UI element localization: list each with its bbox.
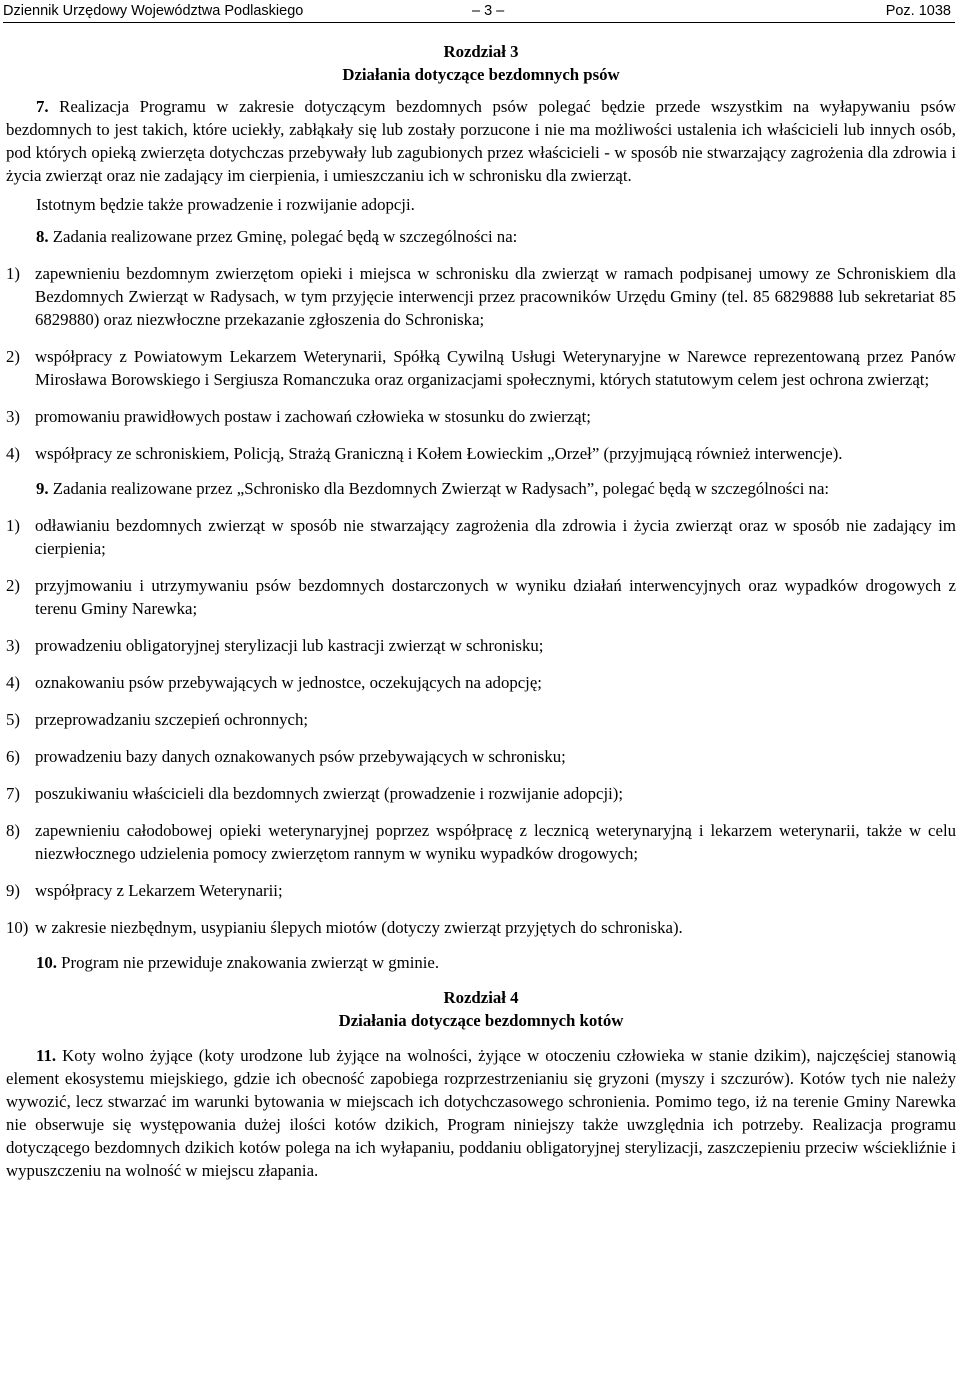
- list-item-number: 5): [6, 710, 20, 729]
- paragraph-11-number: 11.: [36, 1046, 57, 1065]
- page-header: [3, 0, 955, 23]
- list-item-number: 3): [6, 407, 20, 426]
- position-number: Poz. 1038: [885, 3, 951, 19]
- list-item-number: 10): [6, 918, 29, 937]
- list-item-number: 2): [6, 347, 20, 366]
- list-item-text: promowaniu prawidłowych postaw i zachowań człowieka w stosunku do zwierząt;: [35, 407, 591, 426]
- list-item: [6, 574, 956, 620]
- paragraph-9-list: [6, 514, 956, 939]
- list-item-number: 1): [6, 264, 20, 283]
- paragraph-8-text: Zadania realizowane przez Gminę, polegać będą w szczególności na:: [48, 227, 518, 246]
- list-item-text: prowadzeniu bazy danych oznakowanych psów przebywających w schronisku;: [35, 747, 566, 766]
- paragraph-7-number: 7.: [36, 97, 49, 116]
- list-item: [6, 782, 956, 805]
- journal-title: Dziennik Urzędowy Województwa Podlaskiego: [3, 3, 304, 19]
- list-item-number: 2): [6, 576, 20, 595]
- chapter-4-number: Rozdział 4: [443, 988, 519, 1007]
- paragraph-10-text: Program nie przewiduje znakowania zwierząt w gminie.: [56, 953, 440, 972]
- chapter-4-title: Działania dotyczące bezdomnych kotów: [338, 1011, 624, 1030]
- paragraph-8-number: 8.: [36, 227, 49, 246]
- list-item: [6, 819, 956, 865]
- paragraph-9-text: Zadania realizowane przez „Schronisko dla Bezdomnych Zwierząt w Radysach”, polegać będą w szczególności na:: [48, 479, 830, 498]
- list-item: [6, 634, 956, 657]
- list-item-number: 4): [6, 673, 20, 692]
- chapter-3-title: Działania dotyczące bezdomnych psów: [342, 65, 620, 84]
- list-item-number: 4): [6, 444, 20, 463]
- list-item-text: współpracy z Powiatowym Lekarzem Weterynarii, Spółką Cywilną Usługi Weterynaryjne w Narewce reprezentowaną przez Panów Mirosława Borowskiego i Sergiusza Romanczuka oraz organizacjami społecznymi, których statutowym celem jest ochrona zwierząt;: [35, 347, 956, 389]
- chapter-3-heading: [6, 40, 956, 86]
- list-item-text: odławianiu bezdomnych zwierząt w sposób nie stwarzający zagrożenia dla zdrowia i życia zwierząt oraz w sposób nie zadający im cierpienia;: [35, 516, 956, 558]
- list-item: [6, 442, 956, 465]
- paragraph-11: [6, 1044, 956, 1182]
- list-item-text: oznakowaniu psów przebywających w jednostce, oczekujących na adopcję;: [35, 673, 542, 692]
- list-item-text: współpracy z Lekarzem Weterynarii;: [35, 881, 283, 900]
- chapter-3-number: Rozdział 3: [443, 42, 519, 61]
- paragraph-7-adoption: Istotnym będzie także prowadzenie i rozwijanie adopcji.: [36, 195, 415, 214]
- list-item: [6, 514, 956, 560]
- list-item: [6, 745, 956, 768]
- paragraph-8: [6, 225, 956, 248]
- list-item-number: 3): [6, 636, 20, 655]
- list-item: [6, 879, 956, 902]
- list-item-text: przyjmowaniu i utrzymywaniu psów bezdomnych dostarczonych w wyniku działań interwencyjnych oraz wypadków drogowych z terenu Gminy Narewka;: [35, 576, 956, 618]
- list-item-text: przeprowadzaniu szczepień ochronnych;: [35, 710, 309, 729]
- chapter-4-heading: [6, 986, 956, 1032]
- list-item-text: współpracy ze schroniskiem, Policją, Strażą Graniczną i Kołem Łowieckim „Orzeł” (przyjmującą również interwencje).: [35, 444, 843, 463]
- list-item-number: 8): [6, 821, 20, 840]
- list-item: [6, 671, 956, 694]
- list-item: [6, 345, 956, 391]
- list-item-text: prowadzeniu obligatoryjnej sterylizacji lub kastracji zwierząt w schronisku;: [35, 636, 544, 655]
- list-item-text: poszukiwaniu właścicieli dla bezdomnych zwierząt (prowadzenie i rozwijanie adopcji);: [35, 784, 624, 803]
- paragraph-7: [6, 95, 956, 187]
- list-item-number: 1): [6, 516, 20, 535]
- document-body: [6, 40, 956, 1182]
- list-item-text: zapewnieniu całodobowej opieki weterynaryjnej poprzez współpracę z lecznicą weterynaryjną i lekarzem weterynarii, także w celu niezwłocznego udzielenia pomocy zwierzętom rannym w wyniku wypadków drogowych;: [35, 821, 956, 863]
- paragraph-10: [6, 951, 956, 974]
- list-item-text: w zakresie niezbędnym, usypianiu ślepych miotów (dotyczy zwierząt przyjętych do schroniska).: [35, 918, 683, 937]
- paragraph-11-text: Koty wolno żyjące (koty urodzone lub żyjące na wolności, żyjące w otoczeniu człowieka w stanie dzikim), najczęściej stanowią element ekosystemu miejskiego, gdzie ich obecność zapobiega rozprzestrzenianiu się gryzoni (myszy i szczurów). Kotów tych nie należy wywozić, lecz stwarzać im warunki bytowania w miejscach ich dotychczasowego schronienia. Pomimo tego, iż na terenie Gminy Narewka nie obserwuje się występowania dużej ilości kotów dzikich, Program niniejszy także uwzględnia ich potrzeby. Realizacja programu dotyczącego bezdomnych dzikich kotów polega na ich wyłapaniu, poddaniu obligatoryjnej sterylizacji, zaszczepieniu przeciw wściekliźnie i wypuszczeniu na wolność w miejscu złapania.: [6, 1046, 956, 1180]
- list-item-number: 9): [6, 881, 20, 900]
- paragraph-9-number: 9.: [36, 479, 49, 498]
- list-item-text: zapewnieniu bezdomnym zwierzętom opieki i miejsca w schronisku dla zwierząt w ramach podpisanej umowy ze Schroniskiem dla Bezdomnych Zwierząt w Radysach, w tym przyjęcie interwencji przez pracowników Urzędu Gminy (tel. 85 6829888 lub sekretariat 85 6829880) oraz niezwłoczne przekazanie zgłoszenia do Schroniska;: [35, 264, 956, 329]
- paragraph-8-list: [6, 262, 956, 465]
- list-item-number: 6): [6, 747, 20, 766]
- paragraph-10-number: 10.: [36, 953, 57, 972]
- list-item: [6, 708, 956, 731]
- list-item: [6, 262, 956, 331]
- list-item: [6, 405, 956, 428]
- list-item-number: 7): [6, 784, 20, 803]
- list-item: [6, 916, 956, 939]
- paragraph-9: [6, 477, 956, 500]
- paragraph-7-text: Realizacja Programu w zakresie dotyczącym bezdomnych psów polegać będzie przede wszystkim na wyłapywaniu psów bezdomnych to jest takich, które uciekły, zabłąkały się lub zostały porzucone i nie ma możliwości ustalenia ich właścicieli lub innych osób, pod których opieką zwierzęta dotychczas przebywały lub zagubionych przez właścicieli - w sposób nie stwarzający zagrożenia dla zdrowia i życia zwierząt oraz nie zadający im cierpienia, i umieszczaniu ich w schronisku dla zwierząt.: [6, 97, 956, 185]
- page-number: – 3 –: [472, 3, 505, 19]
